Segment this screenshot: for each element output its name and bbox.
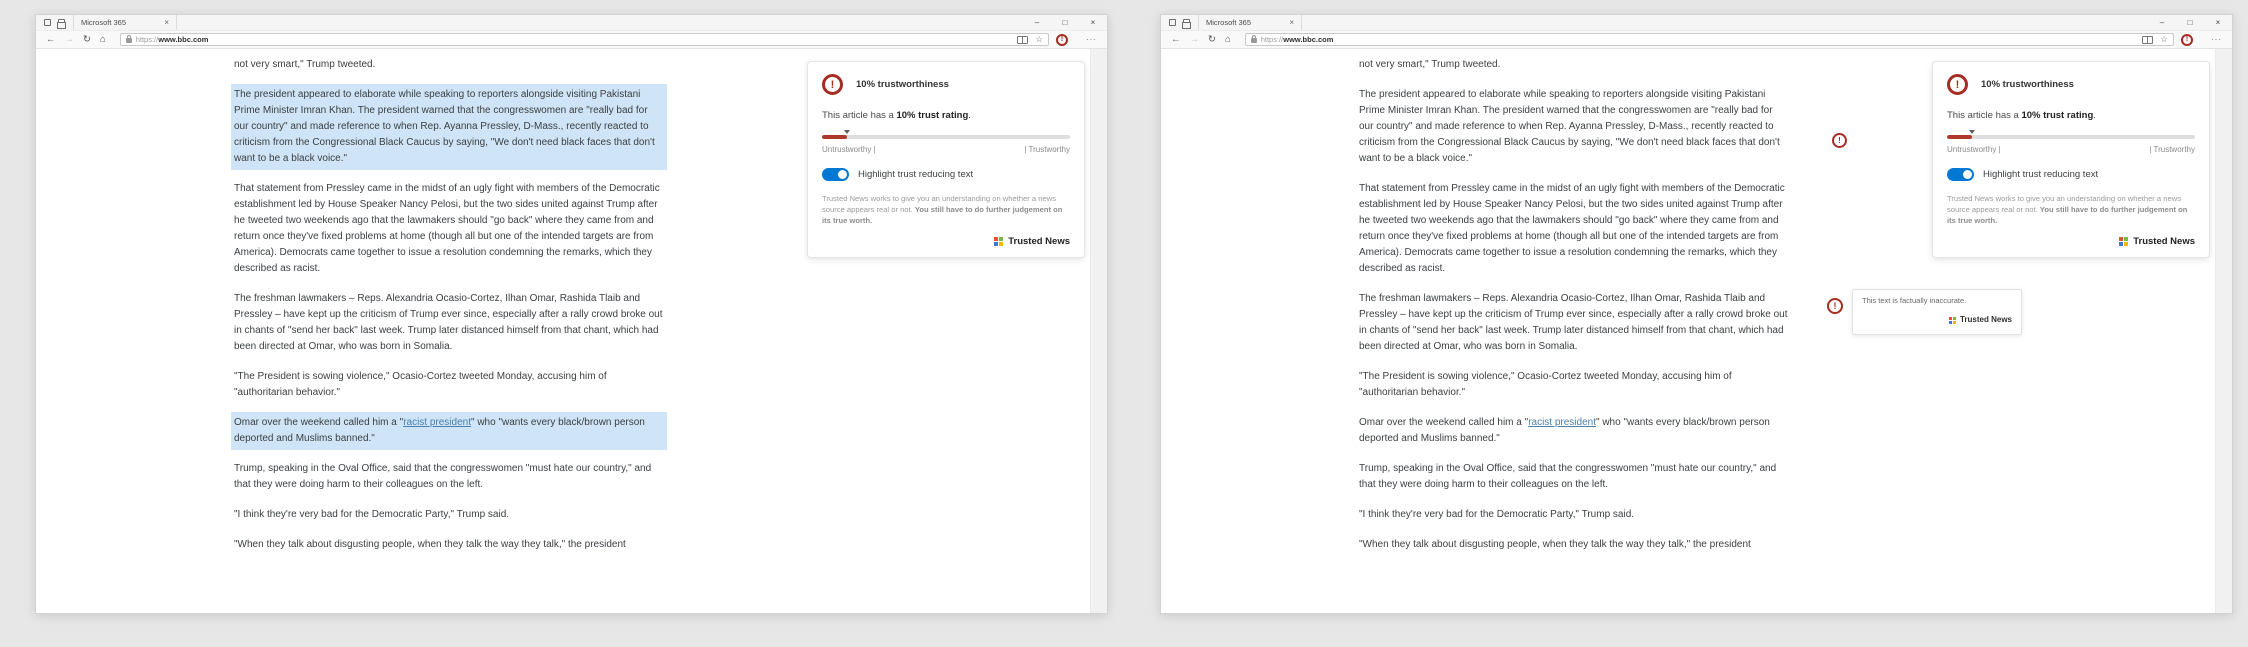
scrollbar[interactable]: [2215, 49, 2232, 613]
trusted-news-extension-icon[interactable]: !: [2181, 34, 2193, 46]
back-button[interactable]: ←: [46, 33, 56, 45]
tab-close-icon[interactable]: ×: [164, 18, 169, 27]
rating-value: 10% trust rating: [896, 110, 969, 121]
scrollbar[interactable]: [1090, 49, 1107, 613]
racist-president-link[interactable]: racist president: [1528, 417, 1596, 428]
set-tabs-aside-icon[interactable]: [1169, 19, 1176, 26]
browser-window-left: [35, 14, 1108, 614]
rating-suffix: .: [2093, 110, 2096, 121]
tooltip-brand: [1862, 312, 2012, 328]
trust-meter-marker: [844, 130, 850, 134]
toggle-knob: [838, 170, 847, 179]
page-content: [1161, 49, 2232, 613]
trusted-news-brand: [1947, 236, 2195, 247]
brand-name: Trusted News: [1008, 236, 1070, 247]
trust-meter-fill: [1947, 135, 1972, 139]
article-paragraph: The freshman lawmakers – Reps. Alexandria Ocasio-Cortez, Ilhan Omar, Rashida Tlaib and Pressley – have kept up the criticism of Trump ever since, especially after a rally crowd broke out in chants of "send her back" last week. Trump later distanced himself from that chant, which had been directed at Omar, who was born in Somalia. ! This text is factually inaccurate. Trusted News: [1359, 291, 1789, 355]
more-menu-icon[interactable]: ···: [1086, 35, 1097, 44]
address-bar[interactable]: [120, 33, 1049, 46]
scale-trustworthy-label: | Trustworthy: [2149, 145, 2195, 154]
disclaimer-text: Trusted News works to give you an understanding on whether a news source appears real or not.: [822, 194, 1056, 214]
tab-title: Microsoft 365: [1206, 18, 1252, 27]
trusted-news-extension-icon[interactable]: !: [1056, 34, 1068, 46]
more-menu-icon[interactable]: ···: [2211, 35, 2222, 44]
rating-prefix: This article has a: [822, 110, 897, 121]
alert-icon: !: [822, 74, 843, 95]
url-protocol: https://: [135, 35, 159, 44]
minimize-button[interactable]: –: [1034, 18, 1040, 27]
article-body: [234, 57, 664, 567]
trust-rating-line: [822, 110, 1070, 121]
back-button[interactable]: ←: [1171, 33, 1181, 45]
toggle-label: Highlight trust reducing text: [1983, 169, 2099, 180]
rating-suffix: .: [968, 110, 971, 121]
article-paragraph: "When they talk about disgusting people, when they talk the way they talk," the president: [1359, 539, 1751, 550]
article-paragraph: "I think they're very bad for the Democratic Party," Trump said.: [234, 509, 510, 520]
favorite-star-icon[interactable]: ☆: [2160, 34, 2168, 45]
article-paragraph: Trump, speaking in the Oval Office, said that the congresswomen "must hate our country," and that they were doing harm to their colleagues on the left.: [234, 463, 652, 490]
article-paragraph: "The President is sowing violence," Ocasio-Cortez tweeted Monday, accusing him of "authoritarian behavior.": [1359, 371, 1732, 398]
article-lead-fragment: not very smart," Trump tweeted.: [234, 59, 376, 70]
close-button[interactable]: ×: [1090, 18, 1096, 27]
scale-untrustworthy-label: Untrustworthy |: [1947, 145, 2001, 154]
article-paragraph: Omar over the weekend called him a "racist president" who "wants every black/brown person deported and Muslims banned.": [234, 415, 664, 447]
title-bar: [36, 15, 1107, 31]
tab-title: Microsoft 365: [81, 18, 127, 27]
inline-alert-icon[interactable]: !: [1827, 298, 1843, 314]
article-paragraph: The freshman lawmakers – Reps. Alexandria Ocasio-Cortez, Ilhan Omar, Rashida Tlaib and Pressley – have kept up the criticism of Trump ever since, especially after a rally crowd broke out in chants of "send her back" last week. Trump later distanced himself from that chant, which had been directed at Omar, who was born in Somalia.: [234, 293, 663, 352]
set-tabs-aside-icon[interactable]: [44, 19, 51, 26]
highlight-toggle[interactable]: [822, 168, 849, 181]
trusted-news-logo: [2119, 237, 2128, 246]
url-domain: www.bbc.com: [158, 35, 209, 44]
scale-untrustworthy-label: Untrustworthy |: [822, 145, 876, 154]
forward-button[interactable]: →: [64, 33, 74, 45]
maximize-button[interactable]: □: [1062, 18, 1068, 27]
trust-meter-fill: [822, 135, 847, 139]
article-paragraph: "The President is sowing violence," Ocasio-Cortez tweeted Monday, accusing him of "authoritarian behavior.": [234, 371, 607, 398]
trusted-news-logo: [994, 237, 1003, 246]
trusted-news-logo: [1949, 317, 1956, 324]
maximize-button[interactable]: □: [2187, 18, 2193, 27]
disclaimer-bold-text: You still have to do further judgement on its true worth.: [822, 205, 1063, 225]
racist-president-link[interactable]: racist president: [403, 417, 471, 428]
rating-value: 10% trust rating: [2021, 110, 2094, 121]
alert-icon: !: [1947, 74, 1968, 95]
close-button[interactable]: ×: [2215, 18, 2221, 27]
fact-check-tooltip: [1827, 289, 2037, 335]
tooltip-card: [1852, 289, 2022, 335]
browser-toolbar: [36, 31, 1107, 49]
browser-toolbar: [1161, 31, 2232, 49]
disclaimer-text: Trusted News works to give you an understanding on whether a news source appears real or not.: [1947, 194, 2181, 214]
trust-meter: [1947, 130, 2195, 139]
article-paragraph: The president appeared to elaborate while speaking to reporters alongside visiting Pakistani Prime Minister Imran Khan. The president warned that the congresswomen are "really bad for our country" and made reference to when Rep. Ayanna Pressley, D-Mass., recently reacted to criticism from the Congressional Black Caucus by saying, "We don't need black faces that don't want to be a black voice." !: [1359, 87, 1789, 167]
minimize-button[interactable]: –: [2159, 18, 2165, 27]
browser-window-right: [1160, 14, 2233, 614]
trust-rating-line: [1947, 110, 2195, 121]
highlight-toggle[interactable]: [1947, 168, 1974, 181]
reading-view-icon[interactable]: [2142, 36, 2153, 44]
article-paragraph: The president appeared to elaborate while speaking to reporters alongside visiting Pakistani Prime Minister Imran Khan. The president warned that the congresswomen are "really bad for our country" and made reference to when Rep. Ayanna Pressley, D-Mass., recently reacted to criticism from the Congressional Black Caucus by saying, "We don't need black faces that don't want to be a black voice.": [234, 87, 664, 167]
trust-meter-marker: [1969, 130, 1975, 134]
trusted-news-panel: [1932, 61, 2210, 258]
article-paragraph: Trump, speaking in the Oval Office, said that the congresswomen "must hate our country," and that they were doing harm to their colleagues on the left.: [1359, 463, 1777, 490]
brand-name: Trusted News: [2133, 236, 2195, 247]
article-paragraph: That statement from Pressley came in the midst of an ugly fight with members of the Democratic establishment led by House Speaker Nancy Pelosi, but the two sides united against Trump after he tweeted two weekends ago that the lawmakers should "go back" where they came from and return once they've fixed problems at home (though all but one of the intended targets are from America). Democrats came together to issue a resolution condemning the remarks, which they described as racist.: [1359, 183, 1785, 274]
rating-prefix: This article has a: [1947, 110, 2022, 121]
article-paragraph: That statement from Pressley came in the midst of an ugly fight with members of the Democratic establishment led by House Speaker Nancy Pelosi, but the two sides united against Trump after he tweeted two weekends ago that the lawmakers should "go back" where they came from and return once they've fixed problems at home (though all but one of the intended targets are from America). Democrats came together to issue a resolution condemning the remarks, which they described as racist.: [234, 183, 660, 274]
address-bar[interactable]: [1245, 33, 2174, 46]
article-paragraph: "When they talk about disgusting people, when they talk the way they talk," the president: [234, 539, 626, 550]
url-protocol: https://: [1260, 35, 1284, 44]
toggle-knob: [1963, 170, 1972, 179]
trust-score-title: 10% trustworthiness: [856, 79, 949, 90]
tab-preview-icon[interactable]: [58, 19, 65, 26]
trusted-news-brand: [822, 236, 1070, 247]
favorite-star-icon[interactable]: ☆: [1035, 34, 1043, 45]
disclaimer-bold-text: You still have to do further judgement on its true worth.: [1947, 205, 2188, 225]
article-paragraph: "I think they're very bad for the Democratic Party," Trump said.: [1359, 509, 1635, 520]
panel-disclaimer: [1947, 193, 2195, 226]
browser-tab[interactable]: [1198, 15, 1302, 30]
inline-alert-icon[interactable]: !: [1832, 133, 1847, 148]
lock-icon: [126, 38, 132, 43]
trusted-news-panel: [807, 61, 1085, 258]
article-lead-fragment: not very smart," Trump tweeted.: [1359, 59, 1501, 70]
home-button[interactable]: ⌂: [99, 33, 106, 45]
forward-button[interactable]: →: [1189, 33, 1199, 45]
page-content: [36, 49, 1107, 613]
title-bar: [1161, 15, 2232, 31]
tab-close-icon[interactable]: ×: [1289, 18, 1294, 27]
toggle-label: Highlight trust reducing text: [858, 169, 974, 180]
url-domain: www.bbc.com: [1283, 35, 1334, 44]
trust-score-title: 10% trustworthiness: [1981, 79, 2074, 90]
brand-name: Trusted News: [1959, 315, 2012, 324]
article-paragraph: Omar over the weekend called him a "racist president" who "wants every black/brown person deported and Muslims banned.": [1359, 417, 1770, 444]
reading-view-icon[interactable]: [1017, 36, 1028, 44]
trust-meter: [822, 130, 1070, 139]
browser-tab[interactable]: [73, 15, 177, 30]
refresh-button[interactable]: ↻: [1208, 33, 1216, 45]
scale-trustworthy-label: | Trustworthy: [1024, 145, 1070, 154]
home-button[interactable]: ⌂: [1224, 33, 1231, 45]
lock-icon: [1251, 38, 1257, 43]
tab-preview-icon[interactable]: [1183, 19, 1190, 26]
tooltip-text: This text is factually inaccurate.: [1862, 296, 1967, 305]
panel-disclaimer: [822, 193, 1070, 226]
refresh-button[interactable]: ↻: [83, 33, 91, 45]
